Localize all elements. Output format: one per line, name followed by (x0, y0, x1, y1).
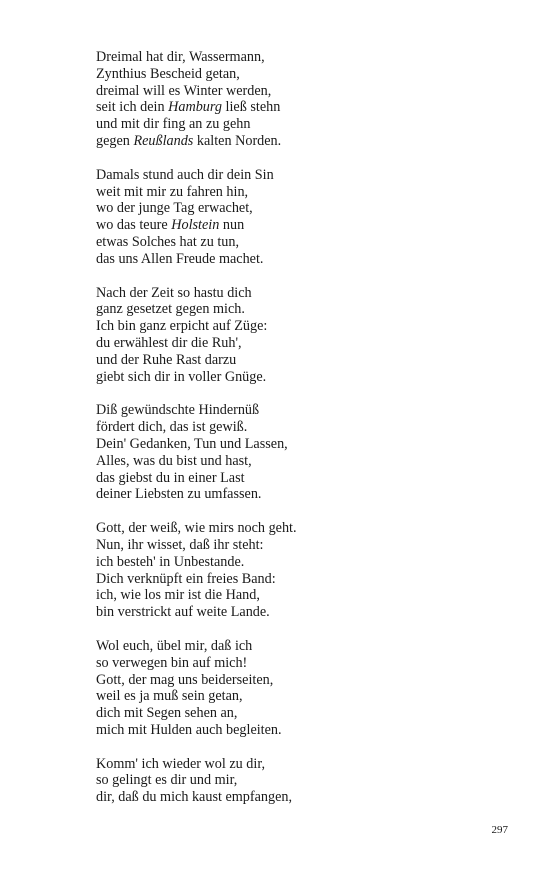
verse-line (96, 251, 516, 268)
italic-place-name: Hamburg (168, 99, 222, 116)
verse-line (96, 705, 516, 722)
stanza (96, 167, 516, 268)
line-text: so verwegen bin auf mich! (96, 654, 248, 671)
line-text: ganz gesetzet gegen mich. (96, 301, 245, 318)
page-number: 297 (491, 824, 508, 836)
verse-line (96, 217, 516, 234)
line-text: Dich verknüpft ein freies Band: (96, 570, 276, 587)
line-text: ließ stehn (221, 99, 281, 116)
line-text: Dreimal hat dir, Wassermann, (96, 49, 265, 65)
verse-line (96, 470, 516, 487)
verse-line (96, 537, 516, 554)
line-text: etwas Solches hat zu tun, (96, 233, 240, 250)
line-text: Diß gewündschte Hindernüß (96, 402, 260, 419)
verse-line (96, 184, 516, 201)
line-text: wo der junge Tag erwachet, (96, 200, 253, 217)
stanza (96, 520, 516, 621)
verse-line (96, 655, 516, 672)
verse-line (96, 520, 516, 537)
verse-line (96, 772, 516, 789)
verse-line (96, 116, 516, 133)
stanza (96, 402, 516, 503)
line-text: Zynthius Bescheid getan, (96, 65, 240, 82)
verse-line (96, 604, 516, 621)
verse-line (96, 369, 516, 386)
verse-line (96, 49, 516, 66)
stanza (96, 49, 516, 150)
verse-line (96, 318, 516, 335)
stanza (96, 756, 516, 806)
line-text: weit mit mir zu fahren hin, (96, 183, 249, 200)
line-text: dreimal will es Winter werden, (96, 82, 272, 99)
verse-line (96, 756, 516, 773)
verse-line (96, 83, 516, 100)
line-text: Nach der Zeit so hastu dich (96, 284, 252, 301)
line-text: seit ich dein (96, 99, 169, 116)
verse-line (96, 402, 516, 419)
line-text: gegen (96, 132, 134, 149)
verse-line (96, 453, 516, 470)
line-text: Komm' ich wieder wol zu dir, (96, 755, 266, 772)
italic-place-name: Reußlands (133, 132, 194, 149)
verse-line (96, 571, 516, 588)
line-text: wo das teure (96, 217, 172, 234)
line-text: ich besteh' in Unbestande. (96, 553, 245, 570)
verse-line (96, 672, 516, 689)
line-text: Damals stund auch dir dein Sin (96, 166, 274, 183)
verse-line (96, 234, 516, 251)
line-text: deiner Liebsten zu umfassen. (96, 486, 262, 503)
verse-line (96, 285, 516, 302)
line-text: und mit dir fing an zu gehn (96, 116, 251, 133)
line-text: bin verstrickt auf weite Lande. (96, 604, 270, 621)
verse-line (96, 486, 516, 503)
verse-line (96, 200, 516, 217)
line-text: dir, daß du mich kaust empfangen, (96, 789, 293, 806)
verse-line (96, 352, 516, 369)
line-text: mich mit Hulden auch begleiten. (96, 721, 282, 738)
stanza (96, 285, 516, 386)
line-text: Gott, der mag uns beiderseiten, (96, 671, 274, 688)
verse-line (96, 301, 516, 318)
verse-line (96, 335, 516, 352)
line-text: Alles, was du bist und hast, (96, 452, 252, 469)
verse-line (96, 99, 516, 116)
line-text: Wol euch, übel mir, daß ich (96, 637, 253, 654)
verse-line (96, 587, 516, 604)
verse-line (96, 554, 516, 571)
line-text: das giebst du in einer Last (96, 469, 245, 486)
verse-line (96, 789, 516, 806)
line-text: du erwählest dir die Ruh', (96, 334, 242, 351)
line-text: ich, wie los mir ist die Hand, (96, 587, 260, 604)
line-text: weil es ja muß sein getan, (96, 688, 243, 705)
verse-line (96, 133, 516, 150)
line-text: giebt sich dir in voller Gnüge. (96, 368, 267, 385)
verse-line (96, 66, 516, 83)
verse-line (96, 722, 516, 739)
stanza (96, 638, 516, 739)
line-text: dich mit Segen sehen an, (96, 705, 238, 722)
verse-line (96, 638, 516, 655)
verse-line (96, 167, 516, 184)
line-text: so gelingt es dir und mir, (96, 772, 238, 789)
line-text: und der Ruhe Rast darzu (96, 351, 237, 368)
line-text: kalten Norden. (193, 132, 282, 149)
italic-place-name: Holstein (171, 217, 220, 234)
line-text: das uns Allen Freude machet. (96, 250, 264, 267)
line-text: Ich bin ganz erpicht auf Züge: (96, 318, 268, 335)
verse-line (96, 688, 516, 705)
line-text: Dein' Gedanken, Tun und Lassen, (96, 435, 288, 452)
verse-line (96, 436, 516, 453)
poem-body (96, 49, 516, 823)
line-text: fördert dich, das ist gewiß. (96, 419, 248, 436)
line-text: nun (219, 217, 245, 234)
verse-line (96, 419, 516, 436)
line-text: Nun, ihr wisset, daß ihr steht: (96, 536, 264, 553)
line-text: Gott, der weiß, wie mirs noch geht. (96, 520, 297, 537)
